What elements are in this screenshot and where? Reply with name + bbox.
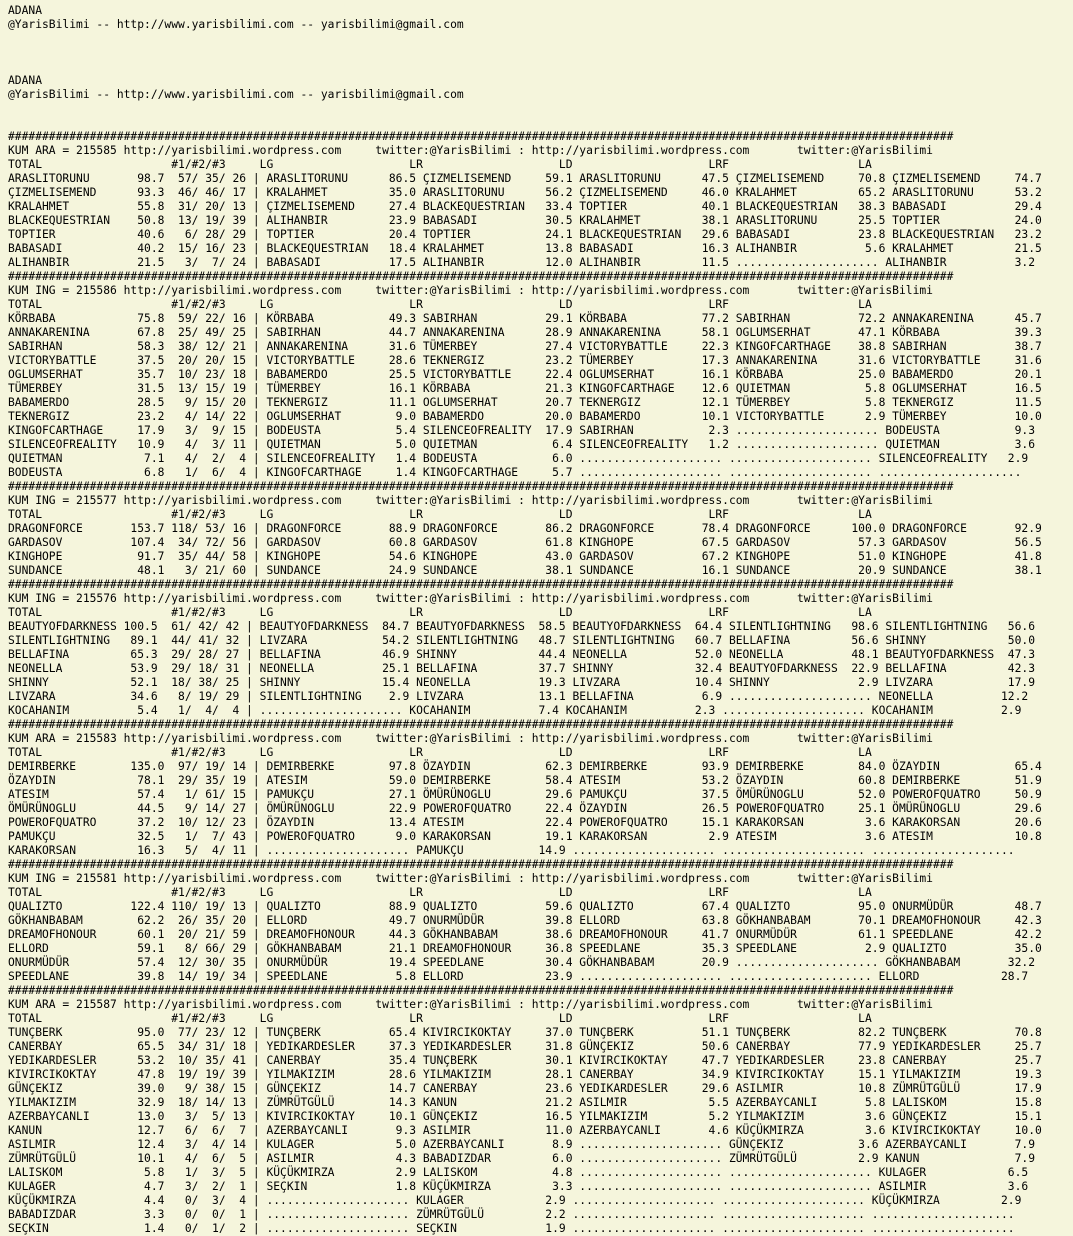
race-title: KUM ING = 215576 http://yarisbilimi.wordpress.com twitter:@YarisBilimi : http://yarisbilimi.wordpress.com twitter:@YarisBilimi bbox=[8, 592, 933, 605]
table-row: BABADIZDAR 3.3 0/ 0/ 1 | ..................... ZÜMRÜTGÜLÜ 2.2 ..................... ..................... ..................... bbox=[8, 1208, 1015, 1221]
table-row: OGLUMSERHAT 35.7 10/ 23/ 18 | BABAMERDO 25.5 VICTORYBATTLE 22.4 OGLUMSERHAT 16.1 KÖRBABA 25.0 BABAMERDO 20.1 bbox=[8, 368, 1042, 381]
race-title: KUM ING = 215586 http://yarisbilimi.wordpress.com twitter:@YarisBilimi : http://yarisbilimi.wordpress.com twitter:@YarisBilimi bbox=[8, 284, 933, 297]
table-row: KOCAHANIM 5.4 1/ 4/ 4 | ..................... KOCAHANIM 7.4 KOCAHANIM 2.3 ..................... KOCAHANIM 2.9 bbox=[8, 704, 1022, 717]
race-title: KUM ARA = 215583 http://yarisbilimi.wordpress.com twitter:@YarisBilimi : http://yarisbilimi.wordpress.com twitter:@YarisBilimi bbox=[8, 732, 933, 745]
separator-line: ########################################################################################################################################### bbox=[8, 718, 954, 731]
table-row: GÖKHANBABAM 62.2 26/ 35/ 20 | ELLORD 49.7 ONURMÜDÜR 39.8 ELLORD 63.8 GÖKHANBABAM 70.1 DREAMOFHONOUR 42.3 bbox=[8, 914, 1042, 927]
table-row: SILENCEOFREALITY 10.9 4/ 3/ 11 | QUIETMAN 5.0 QUIETMAN 6.4 SILENCEOFREALITY 1.2 ..................... QUIETMAN 3.6 bbox=[8, 438, 1035, 451]
header-line: @YarisBilimi -- http://www.yarisbilimi.com -- yarisbilimi@gmail.com bbox=[8, 88, 464, 101]
table-row: ÖZAYDIN 78.1 29/ 35/ 19 | ATESIM 59.0 DEMIRBERKE 58.4 ATESIM 53.2 ÖZAYDIN 60.8 DEMIRBERKE 51.9 bbox=[8, 774, 1042, 787]
table-row: KINGHOPE 91.7 35/ 44/ 58 | KINGHOPE 54.6 KINGHOPE 43.0 GARDASOV 67.2 KINGHOPE 51.0 KINGHOPE 41.8 bbox=[8, 550, 1042, 563]
table-row: KÜÇÜKMIRZA 4.4 0/ 3/ 4 | ..................... KULAGER 2.9 ..................... ..................... KÜÇÜKMIRZA 2.9 bbox=[8, 1194, 1022, 1207]
table-row: ALIHANBIR 21.5 3/ 7/ 24 | BABASADI 17.5 ALIHANBIR 12.0 ALIHANBIR 11.5 ..................... ALIHANBIR 3.2 bbox=[8, 256, 1035, 269]
column-header: TOTAL #1/#2/#3 LG LR LD LRF LA bbox=[8, 746, 872, 759]
table-row: SEÇKIN 1.4 0/ 1/ 2 | ..................... SEÇKIN 1.9 ..................... ..................... ..................... bbox=[8, 1222, 1015, 1235]
table-row: BABASADI 40.2 15/ 16/ 23 | BLACKEQUESTRIAN 18.4 KRALAHMET 13.8 BABASADI 16.3 ALIHANBIR 5.6 KRALAHMET 21.5 bbox=[8, 242, 1042, 255]
separator-line: ########################################################################################################################################### bbox=[8, 578, 954, 591]
header-line: ADANA bbox=[8, 4, 43, 17]
table-row: TEKNERGIZ 23.2 4/ 14/ 22 | OGLUMSERHAT 9.0 BABAMERDO 20.0 BABAMERDO 10.1 VICTORYBATTLE 2.9 TÜMERBEY 10.0 bbox=[8, 410, 1042, 423]
table-row: BELLAFINA 65.3 29/ 28/ 27 | BELLAFINA 46.9 SHINNY 44.4 NEONELLA 52.0 NEONELLA 48.1 BEAUTYOFDARKNESS 47.3 bbox=[8, 648, 1035, 661]
table-row: VICTORYBATTLE 37.5 20/ 20/ 15 | VICTORYBATTLE 28.6 TEKNERGIZ 23.2 TÜMERBEY 17.3 ANNAKARENINA 31.6 VICTORYBATTLE 31.6 bbox=[8, 354, 1042, 367]
table-row: SHINNY 52.1 18/ 38/ 25 | SHINNY 15.4 NEONELLA 19.3 LIVZARA 10.4 SHINNY 2.9 LIVZARA 17.9 bbox=[8, 676, 1035, 689]
table-row: TÜMERBEY 31.5 13/ 15/ 19 | TÜMERBEY 16.1 KÖRBABA 21.3 KINGOFCARTHAGE 12.6 QUIETMAN 5.8 OGLUMSERHAT 16.5 bbox=[8, 382, 1042, 395]
table-row: ATESIM 57.4 1/ 61/ 15 | PAMUKÇU 27.1 ÖMÜRÜNOGLU 29.6 PAMUKÇU 37.5 ÖMÜRÜNOGLU 52.0 POWEROFQUATRO 50.9 bbox=[8, 788, 1042, 801]
race-title: KUM ARA = 215587 http://yarisbilimi.wordpress.com twitter:@YarisBilimi : http://yarisbilimi.wordpress.com twitter:@YarisBilimi bbox=[8, 998, 933, 1011]
separator-line: ########################################################################################################################################### bbox=[8, 480, 954, 493]
header-line bbox=[8, 32, 1065, 46]
table-row: ASILMIR 12.4 3/ 4/ 14 | KULAGER 5.0 AZERBAYCANLI 8.9 ..................... GÜNÇEKIZ 3.6 AZERBAYCANLI 7.9 bbox=[8, 1138, 1035, 1151]
header-line: ADANA bbox=[8, 74, 43, 87]
table-row: QUIETMAN 7.1 4/ 2/ 4 | SILENCEOFREALITY 1.4 BODEUSTA 6.0 ..................... ..................... SILENCEOFREALITY 2.9 bbox=[8, 452, 1029, 465]
header-line bbox=[8, 46, 1065, 60]
race-title: KUM ING = 215581 http://yarisbilimi.wordpress.com twitter:@YarisBilimi : http://yarisbilimi.wordpress.com twitter:@YarisBilimi bbox=[8, 872, 933, 885]
table-row: GARDASOV 107.4 34/ 72/ 56 | GARDASOV 60.8 GARDASOV 61.8 KINGHOPE 67.5 GARDASOV 57.3 GARDASOV 56.5 bbox=[8, 536, 1042, 549]
column-header: TOTAL #1/#2/#3 LG LR LD LRF LA bbox=[8, 606, 872, 619]
table-row: CANERBAY 65.5 34/ 31/ 18 | YEDIKARDESLER 37.3 YEDIKARDESLER 31.8 GÜNÇEKIZ 50.6 CANERBAY 77.9 YEDIKARDESLER 25.7 bbox=[8, 1040, 1042, 1053]
table-row: BABAMERDO 28.5 9/ 15/ 20 | TEKNERGIZ 11.1 OGLUMSERHAT 20.7 TEKNERGIZ 12.1 TÜMERBEY 5.8 TEKNERGIZ 11.5 bbox=[8, 396, 1042, 409]
column-header: TOTAL #1/#2/#3 LG LR LD LRF LA bbox=[8, 298, 872, 311]
table-row: SILENTLIGHTNING 89.1 44/ 41/ 32 | LIVZARA 54.2 SILENTLIGHTNING 48.7 SILENTLIGHTNING 60.7 BELLAFINA 56.6 SHINNY 50.0 bbox=[8, 634, 1035, 647]
column-header: TOTAL #1/#2/#3 LG LR LD LRF LA bbox=[8, 1012, 872, 1025]
table-row: DRAGONFORCE 153.7 118/ 53/ 16 | DRAGONFORCE 88.9 DRAGONFORCE 86.2 DRAGONFORCE 78.4 DRAGONFORCE 100.0 DRAGONFORCE 92.9 bbox=[8, 522, 1042, 535]
table-row: KINGOFCARTHAGE 17.9 3/ 9/ 15 | BODEUSTA 5.4 SILENCEOFREALITY 17.9 SABIRHAN 2.3 ..................... BODEUSTA 9.3 bbox=[8, 424, 1035, 437]
header-line bbox=[8, 102, 1065, 116]
table-row: ELLORD 59.1 8/ 66/ 29 | GÖKHANBABAM 21.1 DREAMOFHONOUR 36.8 SPEEDLANE 35.3 SPEEDLANE 2.9 QUALIZTO 35.0 bbox=[8, 942, 1042, 955]
table-row: DREAMOFHONOUR 60.1 20/ 21/ 59 | DREAMOFHONOUR 44.3 GÖKHANBABAM 38.6 DREAMOFHONOUR 41.7 ONURMÜDÜR 61.1 SPEEDLANE 42.2 bbox=[8, 928, 1042, 941]
header-line: @YarisBilimi -- http://www.yarisbilimi.com -- yarisbilimi@gmail.com bbox=[8, 18, 464, 31]
race-blocks bbox=[8, 130, 1065, 1236]
table-row: KRALAHMET 55.8 31/ 20/ 13 | ÇIZMELISEMEND 27.4 BLACKEQUESTRIAN 33.4 TOPTIER 40.1 BLACKEQUESTRIAN 38.3 BABASADI 29.4 bbox=[8, 200, 1042, 213]
table-row: YILMAKIZIM 32.9 18/ 14/ 13 | ZÜMRÜTGÜLÜ 14.3 KANUN 21.2 ASILMIR 5.5 AZERBAYCANLI 5.8 LALISKOM 15.8 bbox=[8, 1096, 1042, 1109]
separator-line: ########################################################################################################################################### bbox=[8, 984, 954, 997]
table-row: NEONELLA 53.9 29/ 18/ 31 | NEONELLA 25.1 BELLAFINA 37.7 SHINNY 32.4 BEAUTYOFDARKNESS 22.9 BELLAFINA 42.3 bbox=[8, 662, 1035, 675]
table-row: AZERBAYCANLI 13.0 3/ 5/ 13 | KIVIRCIKOKTAY 10.1 GÜNÇEKIZ 16.5 YILMAKIZIM 5.2 YILMAKIZIM 3.6 GÜNÇEKIZ 15.1 bbox=[8, 1110, 1042, 1123]
table-row: PAMUKÇU 32.5 1/ 7/ 43 | POWEROFQUATRO 9.0 KARAKORSAN 19.1 KARAKORSAN 2.9 ATESIM 3.6 ATESIM 10.8 bbox=[8, 830, 1042, 843]
separator-line: ########################################################################################################################################### bbox=[8, 858, 954, 871]
table-row: POWEROFQUATRO 37.2 10/ 12/ 23 | ÖZAYDIN 13.4 ATESIM 22.4 POWEROFQUATRO 15.1 KARAKORSAN 3.6 KARAKORSAN 20.6 bbox=[8, 816, 1042, 829]
table-row: KULAGER 4.7 3/ 2/ 1 | SEÇKIN 1.8 KÜÇÜKMIRZA 3.3 ..................... ..................... ASILMIR 3.6 bbox=[8, 1180, 1029, 1193]
column-header: TOTAL #1/#2/#3 LG LR LD LRF LA bbox=[8, 508, 872, 521]
race-title: KUM ARA = 215585 http://yarisbilimi.wordpress.com twitter:@YarisBilimi : http://yarisbilimi.wordpress.com twitter:@YarisBilimi bbox=[8, 144, 933, 157]
table-row: BLACKEQUESTRIAN 50.8 13/ 19/ 39 | ALIHANBIR 23.9 BABASADI 30.5 KRALAHMET 38.1 ARASLITORUNU 25.5 TOPTIER 24.0 bbox=[8, 214, 1042, 227]
table-row: ÇIZMELISEMEND 93.3 46/ 46/ 17 | KRALAHMET 35.0 ARASLITORUNU 56.2 ÇIZMELISEMEND 46.0 KRALAHMET 65.2 ARASLITORUNU 53.2 bbox=[8, 186, 1042, 199]
table-row: BEAUTYOFDARKNESS 100.5 61/ 42/ 42 | BEAUTYOFDARKNESS 84.7 BEAUTYOFDARKNESS 58.5 BEAUTYOFDARKNESS 64.4 SILENTLIGHTNING 98.6 SILENTLIGHTNING 56.6 bbox=[8, 620, 1035, 633]
separator-line: ########################################################################################################################################### bbox=[8, 270, 954, 283]
table-row: KIVIRCIKOKTAY 47.8 19/ 19/ 39 | YILMAKIZIM 28.6 YILMAKIZIM 28.1 CANERBAY 34.9 KIVIRCIKOKTAY 15.1 YILMAKIZIM 19.3 bbox=[8, 1068, 1042, 1081]
table-row: ONURMÜDÜR 57.4 12/ 30/ 35 | ONURMÜDÜR 19.4 SPEEDLANE 30.4 GÖKHANBABAM 20.9 ..................... GÖKHANBABAM 32.2 bbox=[8, 956, 1035, 969]
table-row: ZÜMRÜTGÜLÜ 10.1 4/ 6/ 5 | ASILMIR 4.3 BABADIZDAR 6.0 ..................... ZÜMRÜTGÜLÜ 2.9 KANUN 7.9 bbox=[8, 1152, 1035, 1165]
table-row: KARAKORSAN 16.3 5/ 4/ 11 | ..................... PAMUKÇU 14.9 ..................... ..................... ..................... bbox=[8, 844, 1015, 857]
table-row: GÜNÇEKIZ 39.0 9/ 38/ 15 | GÜNÇEKIZ 14.7 CANERBAY 23.6 YEDIKARDESLER 29.6 ASILMIR 10.8 ZÜMRÜTGÜLÜ 17.9 bbox=[8, 1082, 1042, 1095]
table-row: ANNAKARENINA 67.8 25/ 49/ 25 | SABIRHAN 44.7 ANNAKARENINA 28.9 ANNAKARENINA 58.1 OGLUMSERHAT 47.1 KÖRBABA 39.3 bbox=[8, 326, 1042, 339]
separator-line: ########################################################################################################################################### bbox=[8, 130, 954, 143]
column-header: TOTAL #1/#2/#3 LG LR LD LRF LA bbox=[8, 886, 872, 899]
table-row: ARASLITORUNU 98.7 57/ 35/ 26 | ARASLITORUNU 86.5 ÇIZMELISEMEND 59.1 ARASLITORUNU 47.5 ÇIZMELISEMEND 70.8 ÇIZMELISEMEND 74.7 bbox=[8, 172, 1042, 185]
table-row: ÖMÜRÜNOGLU 44.5 9/ 14/ 27 | ÖMÜRÜNOGLU 22.9 POWEROFQUATRO 22.4 ÖZAYDIN 26.5 POWEROFQUATRO 25.1 ÖMÜRÜNOGLU 29.6 bbox=[8, 802, 1042, 815]
header-line bbox=[8, 116, 1065, 130]
table-row: SABIRHAN 58.3 38/ 12/ 21 | ANNAKARENINA 31.6 TÜMERBEY 27.4 VICTORYBATTLE 22.3 KINGOFCARTHAGE 38.8 SABIRHAN 38.7 bbox=[8, 340, 1042, 353]
table-row: QUALIZTO 122.4 110/ 19/ 13 | QUALIZTO 88.9 QUALIZTO 59.6 QUALIZTO 67.4 QUALIZTO 95.0 ONURMÜDÜR 48.7 bbox=[8, 900, 1042, 913]
table-row: TUNÇBERK 95.0 77/ 23/ 12 | TUNÇBERK 65.4 KIVIRCIKOKTAY 37.0 TUNÇBERK 51.1 TUNÇBERK 82.2 TUNÇBERK 70.8 bbox=[8, 1026, 1042, 1039]
table-row: LIVZARA 34.6 8/ 19/ 29 | SILENTLIGHTNING 2.9 LIVZARA 13.1 BELLAFINA 6.9 ..................... NEONELLA 12.2 bbox=[8, 690, 1029, 703]
table-row: TOPTIER 40.6 6/ 28/ 29 | TOPTIER 20.4 TOPTIER 24.1 BLACKEQUESTRIAN 29.6 BABASADI 23.8 BLACKEQUESTRIAN 23.2 bbox=[8, 228, 1042, 241]
race-title: KUM ING = 215577 http://yarisbilimi.wordpress.com twitter:@YarisBilimi : http://yarisbilimi.wordpress.com twitter:@YarisBilimi bbox=[8, 494, 933, 507]
table-row: YEDIKARDESLER 53.2 10/ 35/ 41 | CANERBAY 35.4 TUNÇBERK 30.1 KIVIRCIKOKTAY 47.7 YEDIKARDESLER 23.8 CANERBAY 25.7 bbox=[8, 1054, 1042, 1067]
table-row: DEMIRBERKE 135.0 97/ 19/ 14 | DEMIRBERKE 97.8 ÖZAYDIN 62.3 DEMIRBERKE 93.9 DEMIRBERKE 84.0 ÖZAYDIN 65.4 bbox=[8, 760, 1042, 773]
table-row: BODEUSTA 6.8 1/ 6/ 4 | KINGOFCARTHAGE 1.4 KINGOFCARTHAGE 5.7 ..................... ..................... ..................... bbox=[8, 466, 1022, 479]
table-row: SPEEDLANE 39.8 14/ 19/ 34 | SPEEDLANE 5.8 ELLORD 23.9 ..................... ..................... ELLORD 28.7 bbox=[8, 970, 1029, 983]
table-row: SUNDANCE 48.1 3/ 21/ 60 | SUNDANCE 24.9 SUNDANCE 38.1 SUNDANCE 16.1 SUNDANCE 20.9 SUNDANCE 38.1 bbox=[8, 564, 1042, 577]
column-header: TOTAL #1/#2/#3 LG LR LD LRF LA bbox=[8, 158, 872, 171]
table-row: KANUN 12.7 6/ 6/ 7 | AZERBAYCANLI 9.3 ASILMIR 11.0 AZERBAYCANLI 4.6 KÜÇÜKMIRZA 3.6 KIVIRCIKOKTAY 10.0 bbox=[8, 1124, 1042, 1137]
table-row: LALISKOM 5.8 1/ 3/ 5 | KÜÇÜKMIRZA 2.9 LALISKOM 4.8 ..................... ..................... KULAGER 6.5 bbox=[8, 1166, 1029, 1179]
header-line bbox=[8, 60, 1065, 74]
table-row: KÖRBABA 75.8 59/ 22/ 16 | KÖRBABA 49.3 SABIRHAN 29.1 KÖRBABA 77.2 SABIRHAN 72.2 ANNAKARENINA 45.7 bbox=[8, 312, 1042, 325]
